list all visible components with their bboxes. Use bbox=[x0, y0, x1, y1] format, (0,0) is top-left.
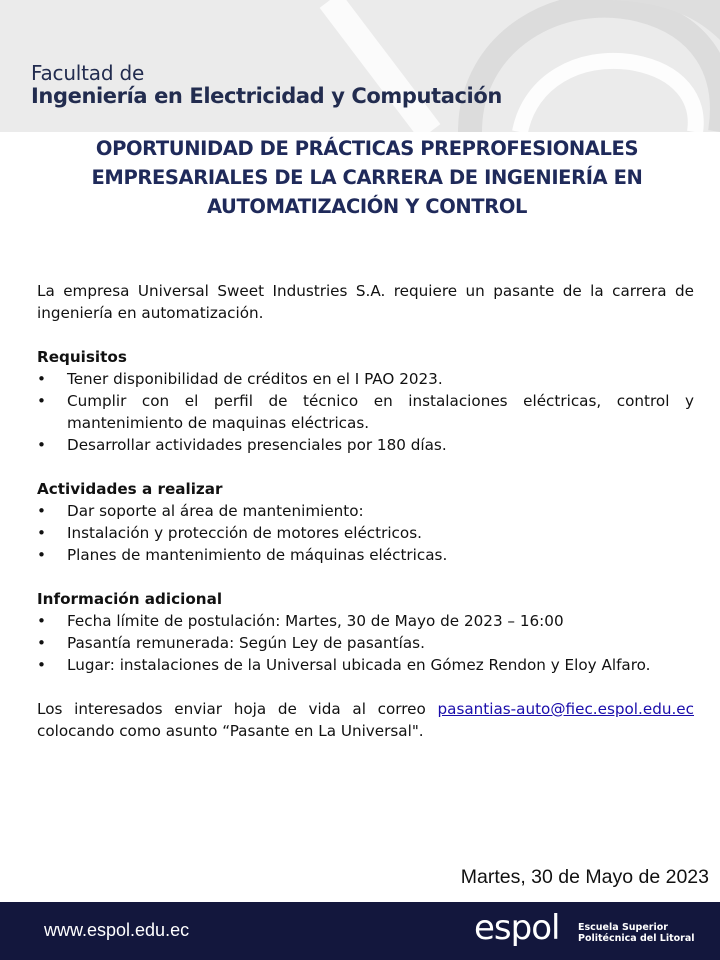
list-item: • Planes de mantenimiento de máquinas eléctricas. bbox=[37, 544, 694, 566]
document-body bbox=[37, 280, 694, 742]
logo-subtitle-line1: Escuela Superior bbox=[578, 922, 668, 933]
intro-paragraph: La empresa Universal Sweet Industries S.A. requiere un pasante de la carrera de ingeniería en automatización. bbox=[37, 282, 694, 322]
closing-paragraph bbox=[37, 698, 694, 742]
logo-subtitle bbox=[578, 922, 695, 944]
section-title: Actividades a realizar bbox=[37, 480, 223, 498]
section-actividades bbox=[37, 478, 694, 566]
page-title: OPORTUNIDAD DE PRÁCTICAS PREPROFESIONALES EMPRESARIALES DE LA CARRERA DE INGENIERÍA EN AUTOMATIZACIÓN Y CONTROL bbox=[91, 137, 643, 218]
footer-banner bbox=[0, 902, 720, 960]
list-item: • Pasantía remunerada: Según Ley de pasantías. bbox=[37, 632, 694, 654]
section-title: Información adicional bbox=[37, 590, 223, 608]
section-title: Requisitos bbox=[37, 348, 127, 366]
bullet-list bbox=[37, 610, 694, 676]
list-item: • Instalación y protección de motores eléctricos. bbox=[37, 522, 694, 544]
header-banner bbox=[0, 0, 720, 132]
bullet-list bbox=[37, 368, 694, 456]
email-link[interactable]: pasantias-auto@fiec.espol.edu.ec bbox=[437, 700, 694, 718]
logo-subtitle-line2: Politécnica del Litoral bbox=[578, 933, 695, 944]
logo-wordmark: espol bbox=[474, 908, 560, 948]
list-item: • Dar soporte al área de mantenimiento: bbox=[37, 500, 694, 522]
list-item: • Cumplir con el perfil de técnico en instalaciones eléctricas, control y mantenimiento de maquinas eléctricas. bbox=[37, 390, 694, 434]
section-requisitos bbox=[37, 346, 694, 456]
espol-logo bbox=[474, 908, 706, 952]
bullet-list bbox=[37, 500, 694, 566]
list-item: • Lugar: instalaciones de la Universal ubicada en Gómez Rendon y Eloy Alfaro. bbox=[37, 654, 694, 676]
document-date: Martes, 30 de Mayo de 2023 bbox=[460, 866, 709, 888]
faculty-name bbox=[31, 62, 502, 108]
list-item: • Fecha límite de postulación: Martes, 30 de Mayo de 2023 – 16:00 bbox=[37, 610, 694, 632]
website-link[interactable]: www.espol.edu.ec bbox=[44, 920, 190, 940]
closing-text-before: Los interesados enviar hoja de vida al correo bbox=[37, 700, 438, 718]
list-item: • Tener disponibilidad de créditos en el I PAO 2023. bbox=[37, 368, 694, 390]
closing-text-after: colocando como asunto “Pasante en La Universal". bbox=[37, 722, 424, 740]
list-item: • Desarrollar actividades presenciales por 180 días. bbox=[37, 434, 694, 456]
section-informacion bbox=[37, 588, 694, 676]
faculty-line2: Ingeniería en Electricidad y Computación bbox=[31, 84, 502, 108]
faculty-line1: Facultad de bbox=[31, 61, 145, 85]
